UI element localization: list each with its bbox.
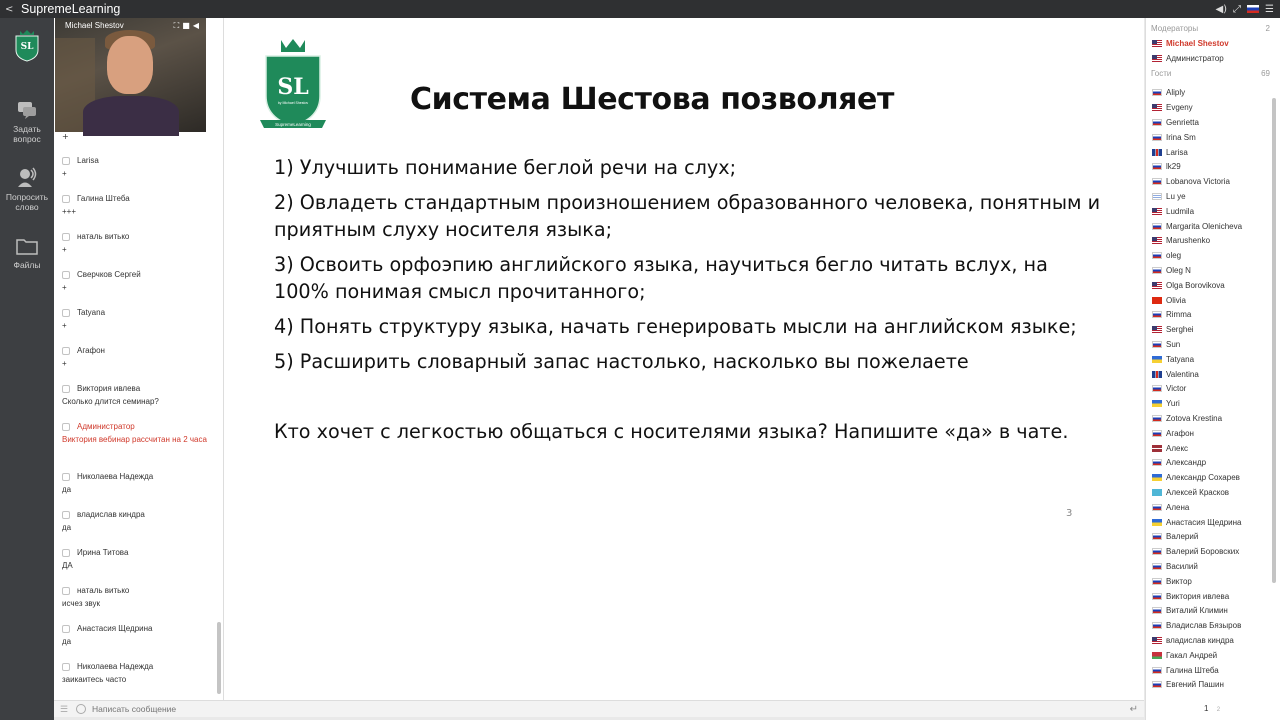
user-icon <box>62 473 70 481</box>
user-icon <box>62 195 70 203</box>
chat-message <box>54 380 216 418</box>
chat-message-author <box>62 418 216 433</box>
chat-author-name: наталь витько <box>77 232 130 241</box>
volume-icon[interactable]: ◀) <box>1215 3 1228 15</box>
participant-row[interactable] <box>1146 293 1280 308</box>
flag-ru-icon <box>1152 119 1162 126</box>
participants-scrollbar[interactable] <box>1272 98 1276 583</box>
send-icon[interactable]: ↵ <box>1129 703 1138 715</box>
flag-ru-icon <box>1152 178 1162 185</box>
user-icon <box>62 549 70 557</box>
participant-row[interactable] <box>1146 603 1280 618</box>
app-title: SupremeLearning <box>21 2 121 16</box>
user-icon <box>62 271 70 279</box>
user-icon <box>62 157 70 165</box>
emoji-icon[interactable] <box>76 704 86 714</box>
flag-ua-icon <box>1152 356 1162 363</box>
moderators-list <box>1146 36 1280 66</box>
folder-icon <box>15 236 39 256</box>
flag-ru-icon <box>1152 548 1162 555</box>
files-button[interactable] <box>0 236 54 270</box>
user-icon <box>62 587 70 595</box>
presenter-name: Michael Shestov <box>65 21 124 30</box>
files-label: Файлы <box>13 260 41 270</box>
participant-row[interactable] <box>1146 145 1280 160</box>
chat-message <box>54 506 216 544</box>
participant-name: Агафон <box>1166 428 1194 438</box>
participant-name: lk29 <box>1166 162 1181 172</box>
participant-row[interactable] <box>1146 633 1280 648</box>
flag-ru-icon <box>1152 533 1162 540</box>
chat-message-text: + <box>62 321 67 330</box>
participant-row[interactable] <box>1146 278 1280 293</box>
chat-message-text: Сколько длится семинар? <box>62 397 159 406</box>
share-icon[interactable]: < <box>5 3 14 15</box>
user-icon <box>62 625 70 633</box>
chat-message <box>54 418 216 468</box>
flag-ru-icon <box>1152 134 1162 141</box>
chat-message-list <box>54 152 216 696</box>
participant-row[interactable] <box>1146 248 1280 263</box>
chat-message-author <box>62 544 216 559</box>
speaker-icon[interactable]: ◀ <box>192 21 202 30</box>
flag-us-icon <box>1152 237 1162 244</box>
flag-us-icon <box>1152 40 1162 47</box>
participant-name: Администратор <box>1166 53 1224 63</box>
participants-panel <box>1145 18 1280 720</box>
flag-ru-icon <box>1152 430 1162 437</box>
participant-row[interactable] <box>1146 677 1280 692</box>
participant-name: Алексей Красков <box>1166 488 1230 497</box>
flag-ru-icon <box>1152 667 1162 674</box>
flag-ru-icon <box>1152 311 1162 318</box>
participant-row[interactable] <box>1146 367 1280 382</box>
chat-message <box>54 152 216 190</box>
participant-row[interactable] <box>1146 441 1280 456</box>
guests-header <box>1146 66 1280 82</box>
flag-us-icon <box>1152 637 1162 644</box>
participant-row[interactable] <box>1146 100 1280 115</box>
participant-row[interactable] <box>1146 456 1280 471</box>
request-word-label: Попросить слово <box>5 192 49 212</box>
participant-row[interactable] <box>1146 160 1280 175</box>
participant-name: Алена <box>1166 502 1190 512</box>
flag-us-icon <box>1152 208 1162 215</box>
participant-name: Евгений Пашин <box>1166 680 1224 690</box>
participant-name: Виктория ивлева <box>1166 591 1230 601</box>
participant-name: владислав киндра <box>1166 635 1234 645</box>
slide-question: Кто хочет с легкостью общаться с носителями языка? Напишите «да» в чате. <box>274 420 1069 443</box>
chat-panel <box>54 18 224 700</box>
chat-message-text: +++ <box>62 207 77 216</box>
participant-name: Valentina <box>1166 369 1199 379</box>
video-controls <box>174 21 202 31</box>
slide-point-5: 5) Расширить словарный запас настолько, насколько вы пожелаете <box>274 350 969 373</box>
flag-ru-icon <box>1152 593 1162 600</box>
participant-row[interactable] <box>1146 485 1280 500</box>
participant-name: Александр Сохарев <box>1166 473 1240 483</box>
participant-name: Ludmila <box>1166 206 1195 216</box>
participant-row[interactable] <box>1146 174 1280 189</box>
participant-name: Валерий Боровских <box>1166 547 1240 557</box>
participant-row[interactable] <box>1146 515 1280 530</box>
participant-name: Lobanova Victoria <box>1166 177 1230 187</box>
chat-message-text: заикаитесь часто <box>62 675 127 684</box>
flag-cn-icon <box>1152 297 1162 304</box>
flag-ru-icon <box>1152 415 1162 422</box>
flag-ru-icon <box>1152 89 1162 96</box>
chat-message-author <box>62 228 216 243</box>
flag-kz-icon <box>1152 489 1162 496</box>
user-icon <box>62 309 70 317</box>
chat-message-author <box>62 304 216 319</box>
guests-label: Гости <box>1151 69 1172 79</box>
flag-gb-icon <box>1152 371 1162 378</box>
participant-row[interactable] <box>1146 559 1280 574</box>
chat-message-text: ДА <box>62 561 73 570</box>
participant-row[interactable] <box>1146 618 1280 633</box>
chat-message-text: + <box>62 245 67 254</box>
participant-row[interactable] <box>1146 589 1280 604</box>
chat-message-text: да <box>62 485 72 494</box>
participant-row[interactable] <box>1146 337 1280 352</box>
rail-logo-text: SL <box>20 42 34 52</box>
flag-lv-icon <box>1152 445 1162 452</box>
participant-name: Evgeny <box>1166 103 1193 113</box>
chat-author-name: Tatyana <box>77 308 106 317</box>
flag-ru-icon <box>1152 163 1162 170</box>
participant-name: Genrietta <box>1166 118 1199 128</box>
moderators-count: 2 <box>1265 23 1270 33</box>
flag-ru-icon <box>1152 223 1162 230</box>
app-logo-icon <box>12 28 42 62</box>
flag-ru-icon <box>1152 504 1162 511</box>
participant-name: Lu ye <box>1166 192 1186 202</box>
flag-ua-icon <box>1152 474 1162 481</box>
participant-name: oleg <box>1166 251 1182 261</box>
chat-message-text: + <box>62 283 67 292</box>
chat-message-author <box>62 380 216 395</box>
chat-message <box>54 468 216 506</box>
slide-logo-subtitle: by Michael Shestov <box>277 101 309 105</box>
chat-message <box>54 544 216 582</box>
chat-message <box>54 304 216 342</box>
user-icon <box>62 663 70 671</box>
pager-page-1[interactable]: 1 <box>1204 704 1209 713</box>
flag-us-icon <box>1152 55 1162 62</box>
flag-ru-icon <box>1152 681 1162 688</box>
flag-ru-icon <box>1152 459 1162 466</box>
chat-message <box>54 266 216 304</box>
participant-row[interactable] <box>1146 204 1280 219</box>
chat-message-author <box>62 342 216 357</box>
participant-name: Sun <box>1166 340 1181 350</box>
chat-author-name: наталь витько <box>77 586 130 595</box>
participant-row[interactable] <box>1146 544 1280 559</box>
participant-row[interactable] <box>1146 426 1280 441</box>
flag-us-icon <box>1152 104 1162 111</box>
participant-name: Aliply <box>1166 88 1186 98</box>
slide-logo-text: SL <box>277 74 309 100</box>
chat-author-name: Ирина Титова <box>77 548 129 557</box>
user-icon <box>62 347 70 355</box>
top-controls <box>1215 4 1280 15</box>
chat-message-author <box>62 582 216 597</box>
participant-row[interactable] <box>1146 530 1280 545</box>
menu-icon[interactable]: ☰ <box>1265 3 1274 15</box>
participant-row[interactable] <box>1146 51 1280 66</box>
participant-name: Yuri <box>1166 399 1180 409</box>
flag-ru-icon <box>1152 341 1162 348</box>
ask-question-button[interactable] <box>0 100 54 144</box>
chat-message-text: + <box>62 169 67 178</box>
participant-name: Michael Shestov <box>1166 38 1229 48</box>
participant-name: Marushenko <box>1166 236 1211 246</box>
request-word-button[interactable] <box>0 166 54 212</box>
participant-row[interactable] <box>1146 470 1280 485</box>
chat-message <box>54 620 216 658</box>
participant-name: Владислав Бязыров <box>1166 621 1242 631</box>
participant-row[interactable] <box>1146 500 1280 515</box>
chat-message <box>54 658 216 696</box>
flag-ru-icon <box>1152 252 1162 259</box>
guests-list <box>1146 82 1280 690</box>
participant-row[interactable] <box>1146 219 1280 234</box>
user-icon <box>62 511 70 519</box>
moderators-header <box>1146 20 1280 36</box>
participant-name: Larisa <box>1166 147 1188 157</box>
participant-row[interactable] <box>1146 382 1280 397</box>
chat-author-name: Виктория ивлева <box>77 384 141 393</box>
chat-message-author <box>62 658 216 673</box>
participant-row[interactable] <box>1146 115 1280 130</box>
moderators-label: Модераторы <box>1151 23 1199 33</box>
participant-name: Виктор <box>1166 576 1192 586</box>
message-input[interactable] <box>92 704 992 714</box>
participant-name: Анастасия Щедрина <box>1166 517 1242 527</box>
chat-author-name: Администратор <box>77 422 135 431</box>
message-input-bar <box>54 700 1144 717</box>
participant-name: Irina Sm <box>1166 132 1196 142</box>
guests-count: 69 <box>1261 69 1270 79</box>
participant-row[interactable] <box>1146 36 1280 51</box>
chat-message-author <box>62 506 216 521</box>
participant-row[interactable] <box>1146 308 1280 323</box>
participant-name: Margarita Olenicheva <box>1166 221 1243 231</box>
flag-us-icon <box>1152 282 1162 289</box>
chat-message <box>54 342 216 380</box>
participant-row[interactable] <box>1146 396 1280 411</box>
top-bar <box>0 0 1280 18</box>
flag-ru-icon <box>1152 385 1162 392</box>
chat-author-name: Николаева Надежда <box>77 662 154 671</box>
chat-message-author <box>62 468 216 483</box>
participant-row[interactable] <box>1146 574 1280 589</box>
participant-row[interactable] <box>1146 234 1280 249</box>
fullscreen-icon[interactable]: ⤢ <box>1233 3 1242 15</box>
user-icon <box>62 233 70 241</box>
participant-name: Victor <box>1166 384 1187 394</box>
participant-name: Виталий Климин <box>1166 606 1228 616</box>
participant-row[interactable] <box>1146 130 1280 145</box>
chat-message-author <box>62 152 216 167</box>
participant-row[interactable] <box>1146 648 1280 663</box>
presenter-video[interactable] <box>55 18 206 132</box>
slide-point-3: 3) Освоить орфоэпию английского языка, научиться бегло читать вслух, на 100% понимая смысл прочитанного; <box>274 253 1048 303</box>
flag-ru-icon <box>1152 267 1162 274</box>
presenter-face <box>107 36 153 94</box>
participant-name: Гакал Андрей <box>1166 650 1218 660</box>
participant-row[interactable] <box>1146 411 1280 426</box>
participant-row[interactable] <box>1146 86 1280 101</box>
slide-point-2: 2) Овладеть стандартным произношением образованного человека, понятным и приятным слуху носителя языка; <box>274 191 1101 241</box>
chat-message <box>54 190 216 228</box>
participant-row[interactable] <box>1146 322 1280 337</box>
flag-gb-icon <box>1152 149 1162 156</box>
flag-ru-icon <box>1152 563 1162 570</box>
ask-question-label: Задать вопрос <box>13 124 41 144</box>
chat-message-text: + <box>62 359 67 368</box>
chat-message-text: да <box>62 523 72 532</box>
chat-message-text: да <box>62 637 72 646</box>
participant-row[interactable] <box>1146 352 1280 367</box>
chat-scrollbar[interactable] <box>217 622 221 694</box>
chat-message-author <box>62 190 216 205</box>
chat-message-author <box>62 620 216 635</box>
pager-page-2[interactable]: 2 <box>1216 707 1221 713</box>
participant-name: Olga Borovikova <box>1166 280 1225 290</box>
chat-author-name: Галина Штеба <box>77 194 130 203</box>
chat-author-name: Сверчков Сергей <box>77 270 141 279</box>
flag-ru-icon <box>1152 607 1162 614</box>
chat-message-text: исчез звук <box>62 599 100 608</box>
flag-ru-icon <box>1152 578 1162 585</box>
participant-row[interactable] <box>1146 189 1280 204</box>
chat-menu-icon[interactable]: ☰ <box>60 703 69 714</box>
participants-pager <box>1204 704 1226 713</box>
slide-title: Система Шестова позволяет <box>410 82 894 117</box>
chat-author-name: владислав киндра <box>77 510 145 519</box>
user-icon <box>62 385 70 393</box>
slide-point-1: 1) Улучшить понимание беглой речи на слух; <box>274 156 737 179</box>
chat-author-name: Анастасия Щедрина <box>77 624 153 633</box>
camera-icon[interactable]: ■ <box>182 21 193 30</box>
participant-name: Rimma <box>1166 310 1192 320</box>
flag-by-icon <box>1152 652 1162 659</box>
participant-row[interactable] <box>1146 263 1280 278</box>
chat-author-name: Николаева Надежда <box>77 472 154 481</box>
chat-message <box>54 228 216 266</box>
slide-point-4: 4) Понять структуру языка, начать генерировать мысли на английском языке; <box>274 315 1077 338</box>
presentation-slide <box>224 18 1144 700</box>
flag-il-icon <box>1152 193 1162 200</box>
flag-us-icon <box>1152 326 1162 333</box>
chat-message <box>54 582 216 620</box>
participant-name: Алекс <box>1166 443 1189 453</box>
supremelearning-logo <box>258 38 328 134</box>
chat-bubble-icon <box>16 100 38 120</box>
participant-name: Zotova Krestina <box>1166 414 1223 424</box>
left-rail <box>0 18 54 720</box>
participant-name: Александр <box>1166 458 1207 468</box>
slide-page-number: 3 <box>1066 508 1073 519</box>
user-icon <box>62 423 70 431</box>
participant-name: Tatyana <box>1166 354 1195 364</box>
participant-name: Oleg N <box>1166 266 1191 276</box>
participant-row[interactable] <box>1146 663 1280 678</box>
flag-ua-icon <box>1152 400 1162 407</box>
participant-name: Галина Штеба <box>1166 665 1219 675</box>
raise-voice-icon <box>16 166 38 188</box>
chat-message-author <box>62 266 216 281</box>
participant-name: Валерий <box>1166 532 1199 542</box>
video-expand-icon[interactable]: ⛶ <box>173 21 183 30</box>
slide-logo-ribbon: SupremeLearning <box>275 122 311 127</box>
slide-body <box>274 154 1104 453</box>
chat-author-name: Агафон <box>77 346 105 355</box>
flag-ua-icon <box>1152 519 1162 526</box>
participant-name: Василий <box>1166 561 1198 571</box>
chat-message-text: + <box>62 132 69 141</box>
chat-author-name: Larisa <box>77 156 99 165</box>
presenter-body <box>83 96 179 136</box>
chat-message-text: Виктория вебинар рассчитан на 2 часа <box>62 435 207 444</box>
participant-name: Serghei <box>1166 325 1194 335</box>
language-flag-icon[interactable] <box>1247 5 1259 13</box>
flag-ru-icon <box>1152 622 1162 629</box>
participant-name: Olivia <box>1166 295 1187 305</box>
